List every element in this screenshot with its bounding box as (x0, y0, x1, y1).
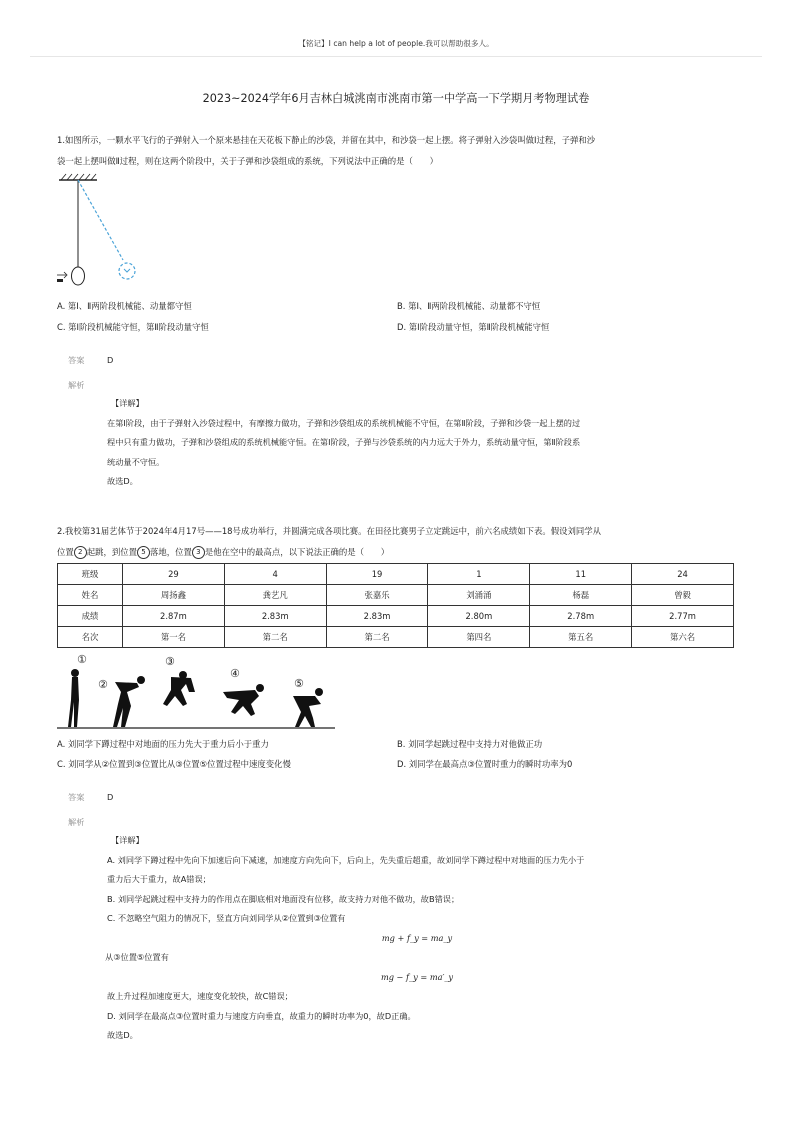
figure-label-1: ① (77, 653, 87, 666)
position-5-marker: 5 (137, 546, 150, 559)
q2-exp-line: 故选D。 (107, 1030, 138, 1040)
table-row (58, 564, 734, 585)
q2-exp-line: D. 刘同学在最高点③位置时重力与速度方向垂直，故重力的瞬时功率为0，故D正确。 (107, 1010, 416, 1021)
q2-line-2 (57, 542, 737, 563)
table-cell: 11 (530, 564, 632, 585)
table-cell: 张嘉乐 (326, 585, 428, 606)
q2-exp-line: 重力后大于重力，故A错误； (107, 874, 211, 884)
q1-exp-line: 程中只有重力做功，子弹和沙袋组成的系统机械能守恒。在第Ⅰ阶段，子弹与沙袋系统的内力远大于外力，系统动量守恒，第Ⅱ阶段系 (107, 437, 581, 447)
table-cell: 29 (122, 564, 224, 585)
q2-line-2-part: 位置 (57, 547, 74, 557)
table-cell: 第一名 (122, 627, 224, 648)
jumper-pose-3 (163, 671, 195, 706)
figure-label-2: ② (98, 678, 108, 691)
page-header: 【铭记】I can help a lot of people.我可以帮助很多人。 (298, 39, 494, 48)
q2-line-2-part: 落地，位置 (150, 547, 192, 557)
position-3-marker: 3 (192, 546, 205, 559)
header-divider (30, 56, 762, 57)
table-cell: 第二名 (224, 627, 326, 648)
figure-label-5: ⑤ (294, 677, 304, 690)
question-2 (57, 521, 737, 563)
q2-analysis-label: 解析 (68, 817, 85, 827)
figure-label-4: ④ (230, 667, 240, 680)
sandbag-swung (119, 263, 135, 279)
q2-explanation (107, 831, 727, 1046)
table-cell: 龚艺凡 (224, 585, 326, 606)
table-cell: 周扬鑫 (122, 585, 224, 606)
q2-exp-line: 故上升过程加速度更大，速度变化较快，故C错误； (107, 991, 293, 1001)
swing-arrow (124, 269, 130, 272)
q2-option-c[interactable]: C. 刘同学从②位置到③位置比从③位置⑤位置过程中速度变化慢 (57, 759, 291, 769)
q2-line-2-part: 是他在空中的最高点，以下说法正确的是（ ） (204, 547, 390, 557)
results-table (57, 563, 734, 648)
formula-2: mg − f_y = ma′_y (380, 971, 454, 982)
table-row-header: 成绩 (58, 606, 123, 627)
q2-option-b[interactable]: B. 刘同学起跳过程中支持力对他做正功 (397, 739, 543, 749)
table-row (58, 585, 734, 606)
table-cell: 2.78m (530, 606, 632, 627)
table-cell: 第六名 (632, 627, 734, 648)
q2-exp-heading: 【详解】 (111, 835, 144, 845)
table-cell: 2.77m (632, 606, 734, 627)
q1-explanation (107, 394, 727, 492)
table-row-header: 班级 (58, 564, 123, 585)
pendulum-figure (55, 172, 155, 297)
q1-exp-line: 统动量不守恒。 (107, 456, 165, 467)
q1-line-2: 袋一起上摆叫做Ⅱ过程，则在这两个阶段中，关于子弹和沙袋组成的系统，下列说法中正确的是（ ） (57, 156, 438, 166)
table-row (58, 606, 734, 627)
q2-option-a[interactable]: A. 刘同学下蹲过程中对地面的压力先大于重力后小于重力 (57, 739, 269, 749)
q2-exp-line: A. 刘同学下蹲过程中先向下加速后向下减速，加速度方向先向下，后向上，先失重后超重，故刘同学下蹲过程中对地面的压力先小于 (107, 854, 585, 865)
q2-answer-label: 答案 (68, 792, 85, 802)
table-cell: 第四名 (428, 627, 530, 648)
q1-line-1: 1.如图所示，一颗水平飞行的子弹射入一个原来悬挂在天花板下静止的沙袋，并留在其中，和沙袋一起上摆。将子弹射入沙袋叫做Ⅰ过程，子弹和沙 (57, 135, 596, 145)
q1-exp-heading: 【详解】 (111, 398, 144, 408)
q2-exp-line: 从③位置⑤位置有 (105, 952, 169, 962)
table-cell: 杨磊 (530, 585, 632, 606)
table-cell: 24 (632, 564, 734, 585)
position-2-marker: 2 (74, 546, 87, 559)
jumper-pose-4 (223, 684, 264, 716)
q2-line-1: 2.我校第31届艺体节于2024年4月17号——18号成功举行，并圆满完成各项比赛。在田径比赛男子立定跳远中，前六名成绩如下表。假设刘同学从 (57, 526, 601, 536)
table-cell: 4 (224, 564, 326, 585)
table-cell: 2.80m (428, 606, 530, 627)
q2-answer: D (107, 792, 114, 802)
q1-analysis-label: 解析 (68, 380, 85, 390)
figure-label-3: ③ (165, 655, 175, 668)
long-jump-figure (55, 652, 345, 734)
q2-line-2-part: 起跳，到位置 (86, 547, 137, 557)
table-cell: 曾毅 (632, 585, 734, 606)
jumper-pose-5 (293, 688, 323, 727)
table-cell: 19 (326, 564, 428, 585)
table-cell: 第五名 (530, 627, 632, 648)
table-row-header: 名次 (58, 627, 123, 648)
q2-exp-line: B. 刘同学起跳过程中支持力的作用点在脚底相对地面没有位移，故支持力对他不做功，故B错误； (107, 893, 460, 904)
table-cell: 2.83m (326, 606, 428, 627)
table-cell: 刘涌涌 (428, 585, 530, 606)
q1-option-c[interactable]: C. 第Ⅰ阶段机械能守恒，第Ⅱ阶段动量守恒 (57, 322, 209, 332)
q1-option-b[interactable]: B. 第Ⅰ、Ⅱ两阶段机械能、动量都不守恒 (397, 301, 541, 311)
q1-answer-label: 答案 (68, 355, 85, 365)
page-title: 2023~2024学年6月吉林白城洮南市洮南市第一中学高一下学期月考物理试卷 (202, 92, 590, 105)
bullet (57, 279, 63, 282)
q1-answer: D (107, 355, 114, 365)
formula-1: mg + f_y = ma_y (381, 932, 453, 943)
table-row (58, 627, 734, 648)
jumper-pose-1 (68, 669, 79, 727)
table-cell: 2.83m (224, 606, 326, 627)
table-cell: 2.87m (122, 606, 224, 627)
swing-path-dashed (78, 180, 123, 260)
q1-exp-line: 在第Ⅰ阶段，由于子弹射入沙袋过程中，有摩擦力做功，子弹和沙袋组成的系统机械能不守恒，在第Ⅱ阶段，子弹和沙袋一起上摆的过 (107, 417, 581, 428)
q2-exp-line: C. 不忽略空气阻力的情况下，竖直方向刘同学从②位置到③位置有 (107, 913, 346, 923)
ceiling-hatch (61, 174, 96, 180)
jumper-pose-2 (113, 676, 145, 727)
table-row-header: 姓名 (58, 585, 123, 606)
sandbag (72, 267, 85, 285)
question-1 (57, 130, 737, 172)
table-cell: 1 (428, 564, 530, 585)
q1-option-a[interactable]: A. 第Ⅰ、Ⅱ两阶段机械能、动量都守恒 (57, 301, 192, 311)
table-cell: 第二名 (326, 627, 428, 648)
q1-exp-line: 故选D。 (107, 476, 138, 486)
q2-option-d[interactable]: D. 刘同学在最高点③位置时重力的瞬时功率为0 (397, 759, 573, 769)
q1-option-d[interactable]: D. 第Ⅰ阶段动量守恒，第Ⅱ阶段机械能守恒 (397, 322, 550, 332)
